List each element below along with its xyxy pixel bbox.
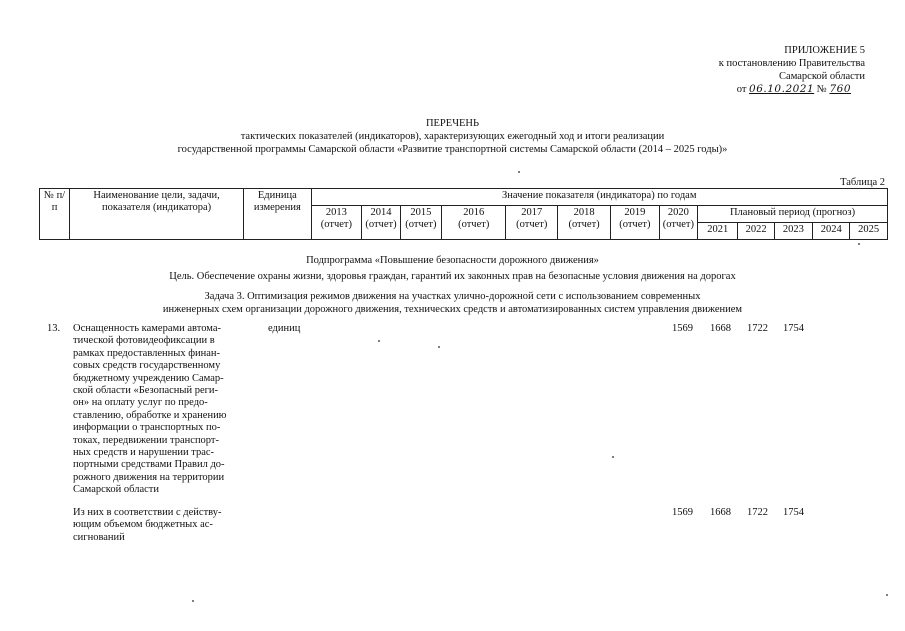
year-header-2013	[311, 206, 362, 240]
year-note: (отчет)	[320, 219, 353, 230]
col-num-header: № п/п	[40, 189, 70, 240]
values-group-header: Значение показателя (индикатора) по годам	[311, 189, 887, 206]
year-header-2016	[442, 206, 506, 240]
text-line: Самарской области	[73, 484, 159, 496]
value-2024: 1754	[783, 323, 804, 334]
text-line: токах, передвижении транспорт-	[73, 434, 220, 446]
year-header-2015	[400, 206, 441, 240]
year-header-2017	[506, 206, 558, 240]
text-line: ных средств и нарушении трас-	[73, 447, 215, 459]
appendix-block	[719, 44, 865, 96]
scan-speck	[518, 171, 520, 173]
handwritten-number: 760	[829, 83, 851, 95]
handwritten-date: 06.10.2021	[749, 83, 815, 95]
appendix-line2: к постановлению Правительства	[718, 58, 865, 69]
year-note: (отчет)	[568, 219, 600, 230]
title-line2: тактических показателей (индикаторов), характеризующих ежегодный ход и итоги реализации	[240, 131, 665, 142]
year-note: (отчет)	[405, 219, 437, 230]
year-label: 2020	[667, 207, 689, 218]
text-line: он» на оплату услуг по предо-	[73, 397, 208, 409]
year-note: (отчет)	[516, 219, 548, 230]
year-label: 2019	[624, 207, 646, 218]
goal-heading: Цель. Обеспечение охраны жизни, здоровья граждан, гарантий их законных прав на безопасные условия движения на дорогах	[169, 271, 736, 282]
indicator-name	[73, 323, 233, 497]
task-heading	[0, 290, 905, 316]
row-number: 13.	[47, 323, 61, 334]
plan-year-2021: 2021	[698, 223, 738, 240]
year-label: 2017	[521, 207, 543, 218]
year-label: 2014	[370, 207, 392, 218]
text-line: ставлению, обработке и хранению	[73, 409, 227, 421]
text-line: ющим объемом бюджетных ас-	[73, 519, 213, 531]
text-line: информации о транспортных по-	[73, 422, 221, 434]
appendix-title: ПРИЛОЖЕНИЕ 5	[784, 45, 865, 56]
scan-speck	[378, 340, 380, 342]
scan-speck	[438, 346, 440, 348]
text-line: портными средствами Правил до-	[73, 459, 225, 471]
text-line: совых средств государственному	[73, 360, 221, 372]
text-line: тической фотовидеофиксации в	[73, 335, 215, 347]
appendix-line3: Самарской области	[779, 71, 865, 82]
table-label: Таблица 2	[840, 177, 885, 188]
sub-value-2022: 1668	[710, 507, 731, 518]
subprogram-heading: Подпрограмма «Повышение безопасности дорожного движения»	[306, 255, 599, 266]
text-line: рамках предоставленных финан-	[73, 347, 221, 359]
year-header-2019	[611, 206, 660, 240]
year-header-2018	[558, 206, 611, 240]
scan-speck	[192, 600, 194, 602]
year-note: (отчет)	[662, 219, 694, 230]
year-note: (отчет)	[619, 219, 651, 230]
text-line: Из них в соответствии с действу-	[73, 507, 222, 518]
title-line1: ПЕРЕЧЕНЬ	[425, 118, 480, 129]
year-label: 2013	[325, 207, 347, 218]
date-prefix: от	[736, 84, 747, 95]
scan-speck	[612, 456, 614, 458]
value-2023: 1722	[747, 323, 768, 334]
year-header-2020	[659, 206, 697, 240]
text-line: рожного движения на территории	[73, 471, 225, 483]
scan-speck	[886, 594, 888, 596]
value-2022: 1668	[710, 323, 731, 334]
text-line: Оснащенность камерами автома-	[73, 323, 221, 334]
sub-value-2024: 1754	[783, 507, 804, 518]
title-line3: государственной программы Самарской области «Развитие транспортной системы Самарской области (2014 – 2025 годы)»	[177, 144, 728, 155]
task-line1: Задача 3. Оптимизация режимов движения на участках улично-дорожной сети с использованием современных	[204, 291, 701, 302]
year-note: (отчет)	[365, 219, 397, 230]
number-prefix: №	[816, 84, 827, 95]
text-line: бюджетному учреждению Самар-	[73, 372, 224, 384]
plan-year-2025: 2025	[850, 223, 888, 240]
sub-value-2023: 1722	[747, 507, 768, 518]
col-unit-header: Единица измерения	[244, 189, 311, 240]
plan-year-2024: 2024	[813, 223, 850, 240]
year-note: (отчет)	[458, 219, 490, 230]
document-title	[0, 117, 905, 156]
year-label: 2018	[573, 207, 595, 218]
sub-value-2021: 1569	[672, 507, 693, 518]
year-label: 2016	[463, 207, 485, 218]
indicator-table-header	[39, 188, 888, 240]
appendix-date-line	[719, 83, 865, 96]
plan-year-2023: 2023	[774, 223, 812, 240]
task-line2: инженерных схем организации дорожного движения, технических средств и автоматизированных систем управления движением	[162, 304, 743, 315]
sub-indicator-name	[73, 507, 233, 544]
plan-year-2022: 2022	[738, 223, 774, 240]
text-line: ской области «Безопасный реги-	[73, 385, 219, 397]
col-name-header: Наименование цели, задачи, показателя (индикатора)	[70, 189, 244, 240]
text-line: сигнований	[73, 531, 125, 543]
scan-speck	[858, 243, 860, 245]
row-unit: единиц	[268, 323, 301, 334]
year-header-2014	[362, 206, 400, 240]
plan-period-header: Плановый период (прогноз)	[698, 206, 888, 223]
year-label: 2015	[410, 207, 432, 218]
value-2021: 1569	[672, 323, 693, 334]
